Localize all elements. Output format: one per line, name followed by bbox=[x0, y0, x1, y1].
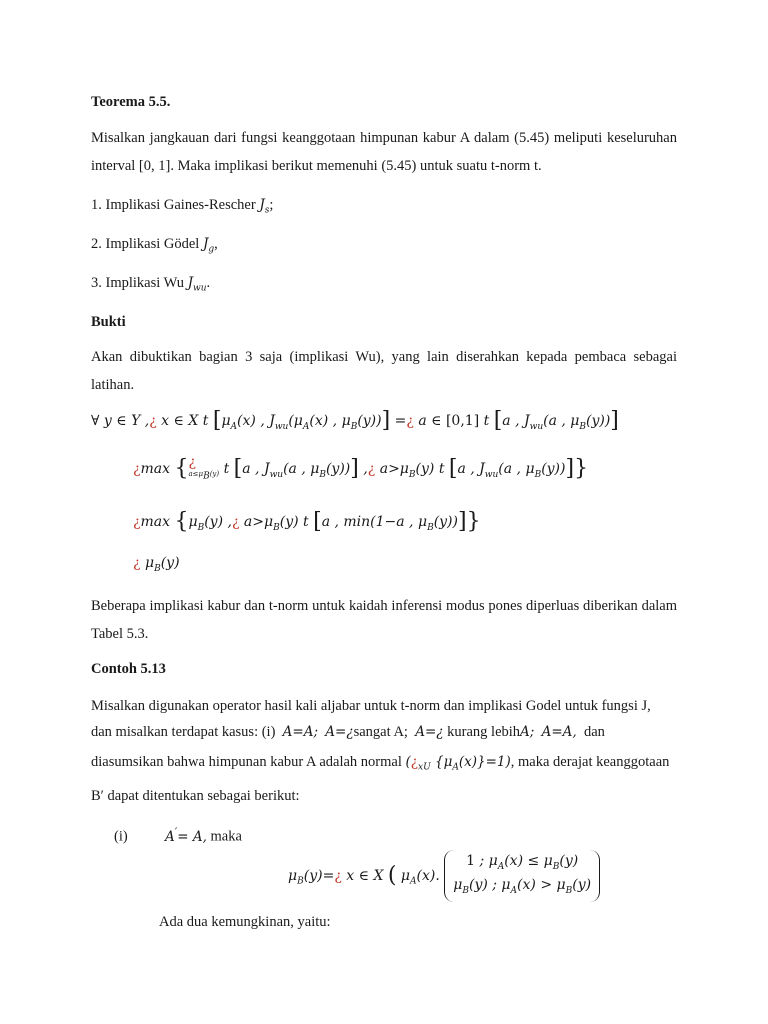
theorem-item-1-punct: ; bbox=[269, 197, 274, 213]
case-3-text: kurang lebih bbox=[447, 724, 521, 740]
theorem-item-2-symbol: $J_g$ bbox=[202, 236, 215, 255]
theorem-item-3-symbol: $J_{wu}$ bbox=[187, 275, 207, 294]
closing-line: Ada dua kemungkinan, yaitu: bbox=[159, 914, 331, 930]
case-4-math: A=A, bbox=[541, 724, 577, 740]
case-3-math-end: A; bbox=[520, 724, 535, 740]
example-line-3-suffix: , maka derajat keanggotaan bbox=[510, 754, 670, 770]
case-i-math: A′= A, bbox=[164, 825, 207, 845]
theorem-item-1-text: 1. Implikasi Gaines-Rescher bbox=[91, 197, 260, 213]
theorem-item-2-punct: , bbox=[214, 236, 218, 252]
example-line-4: B′ dapat ditentukan sebagai berikut: bbox=[91, 788, 300, 804]
equation-1: ∀ y ∈ Y ,¿ x ∈ X t [$\mu_A(x)$ , $J_{wu}(\mu_A(x)$ , $\mu_B(y)$)] =¿ a ∈ [0,1] t [a , $J_{wu}(a$ , $\mu_B(y)$)] bbox=[91, 408, 619, 433]
example-line-2-suffix: dan bbox=[583, 724, 605, 740]
theorem-item-1 bbox=[91, 191, 677, 225]
case-2-math: A=¿ bbox=[325, 724, 354, 740]
equation-5-case-1: 1 ; $\mu_A(x) \le \mu_B(y)$ bbox=[466, 853, 579, 872]
equation-5-case-2: $\mu_B(y)$ ; $\mu_A(x) > \mu_B(y)$ bbox=[453, 876, 592, 896]
example-line-1: Misalkan digunakan operator hasil kali aljabar untuk t-norm dan implikasi Godel untuk fungsi J, bbox=[91, 698, 651, 714]
equation-2: ¿max {¿ $a\le\mu_B(y)$ t [a , $J_{wu}(a$ , $\mu_B(y)$)] ,¿ $a>\mu_B(y)$ t [a , $J_{wu}(a$ , $\mu_B(y)$)]} bbox=[133, 453, 589, 482]
theorem-item-3 bbox=[91, 269, 677, 303]
theorem-item-3-punct: . bbox=[206, 275, 211, 291]
case-i-label: (i) bbox=[114, 828, 128, 845]
equation-4: ¿ $\mu_B(y)$ bbox=[133, 555, 180, 574]
theorem-heading: Teorema 5.5. bbox=[91, 94, 171, 110]
example-heading: Contoh 5.13 bbox=[91, 661, 166, 677]
case-i-line bbox=[114, 818, 414, 851]
equation-3: ¿max {$\mu_B(y)$ ,¿ $a>\mu_B(y)$ t [a , min(1−a , $\mu_B(y)$)]} bbox=[133, 509, 481, 534]
proof-intro: Akan dibuktikan bagian 3 saja (implikasi Wu), yang lain diserahkan kepada pembaca sebagai latihan. bbox=[91, 349, 677, 393]
case-3-math: A=¿ bbox=[415, 724, 444, 740]
example-line-3 bbox=[91, 748, 677, 782]
equation-5-cases bbox=[444, 850, 600, 902]
equation-5: $\mu_B(y)=¿$ x ∈ X ( $\mu_A(x)$. 1 ; $\mu_A(x) \le \mu_B(y)$ $\mu_B(y)$ ; $\mu_A(x) > \mu_B(y)$ bbox=[288, 850, 600, 902]
case-2-text: sangat A; bbox=[353, 724, 408, 740]
theorem-item-2 bbox=[91, 230, 677, 264]
proof-heading: Bukti bbox=[91, 314, 126, 330]
case-1-math: A=A; bbox=[282, 724, 319, 740]
example-line-2 bbox=[91, 718, 677, 746]
normality-condition-math: (¿$_{xU}$ $\{\mu_A(x)\}=1$) bbox=[405, 754, 511, 773]
theorem-item-1-symbol: $J_s$ bbox=[259, 197, 270, 216]
theorem-statement: Misalkan jangkauan dari fungsi keanggotaan himpunan kabur A dalam (5.45) meliputi keseluruhan interval [0, 1]. Maka implikasi berikut memenuhi (5.45) untuk suatu t-norm t. bbox=[91, 130, 677, 174]
theorem-item-2-text: 2. Implikasi Gödel bbox=[91, 236, 203, 252]
case-i-text: maka bbox=[206, 828, 242, 845]
theorem-item-3-text: 3. Implikasi Wu bbox=[91, 275, 188, 291]
example-line-2-prefix: dan misalkan terdapat kasus: (i) bbox=[91, 724, 276, 740]
after-proof-paragraph: Beberapa implikasi kabur dan t-norm untuk kaidah inferensi modus pones diperluas diberikan dalam Tabel 5.3. bbox=[91, 598, 677, 642]
example-line-3-prefix: diasumsikan bahwa himpunan kabur A adalah normal bbox=[91, 754, 402, 770]
